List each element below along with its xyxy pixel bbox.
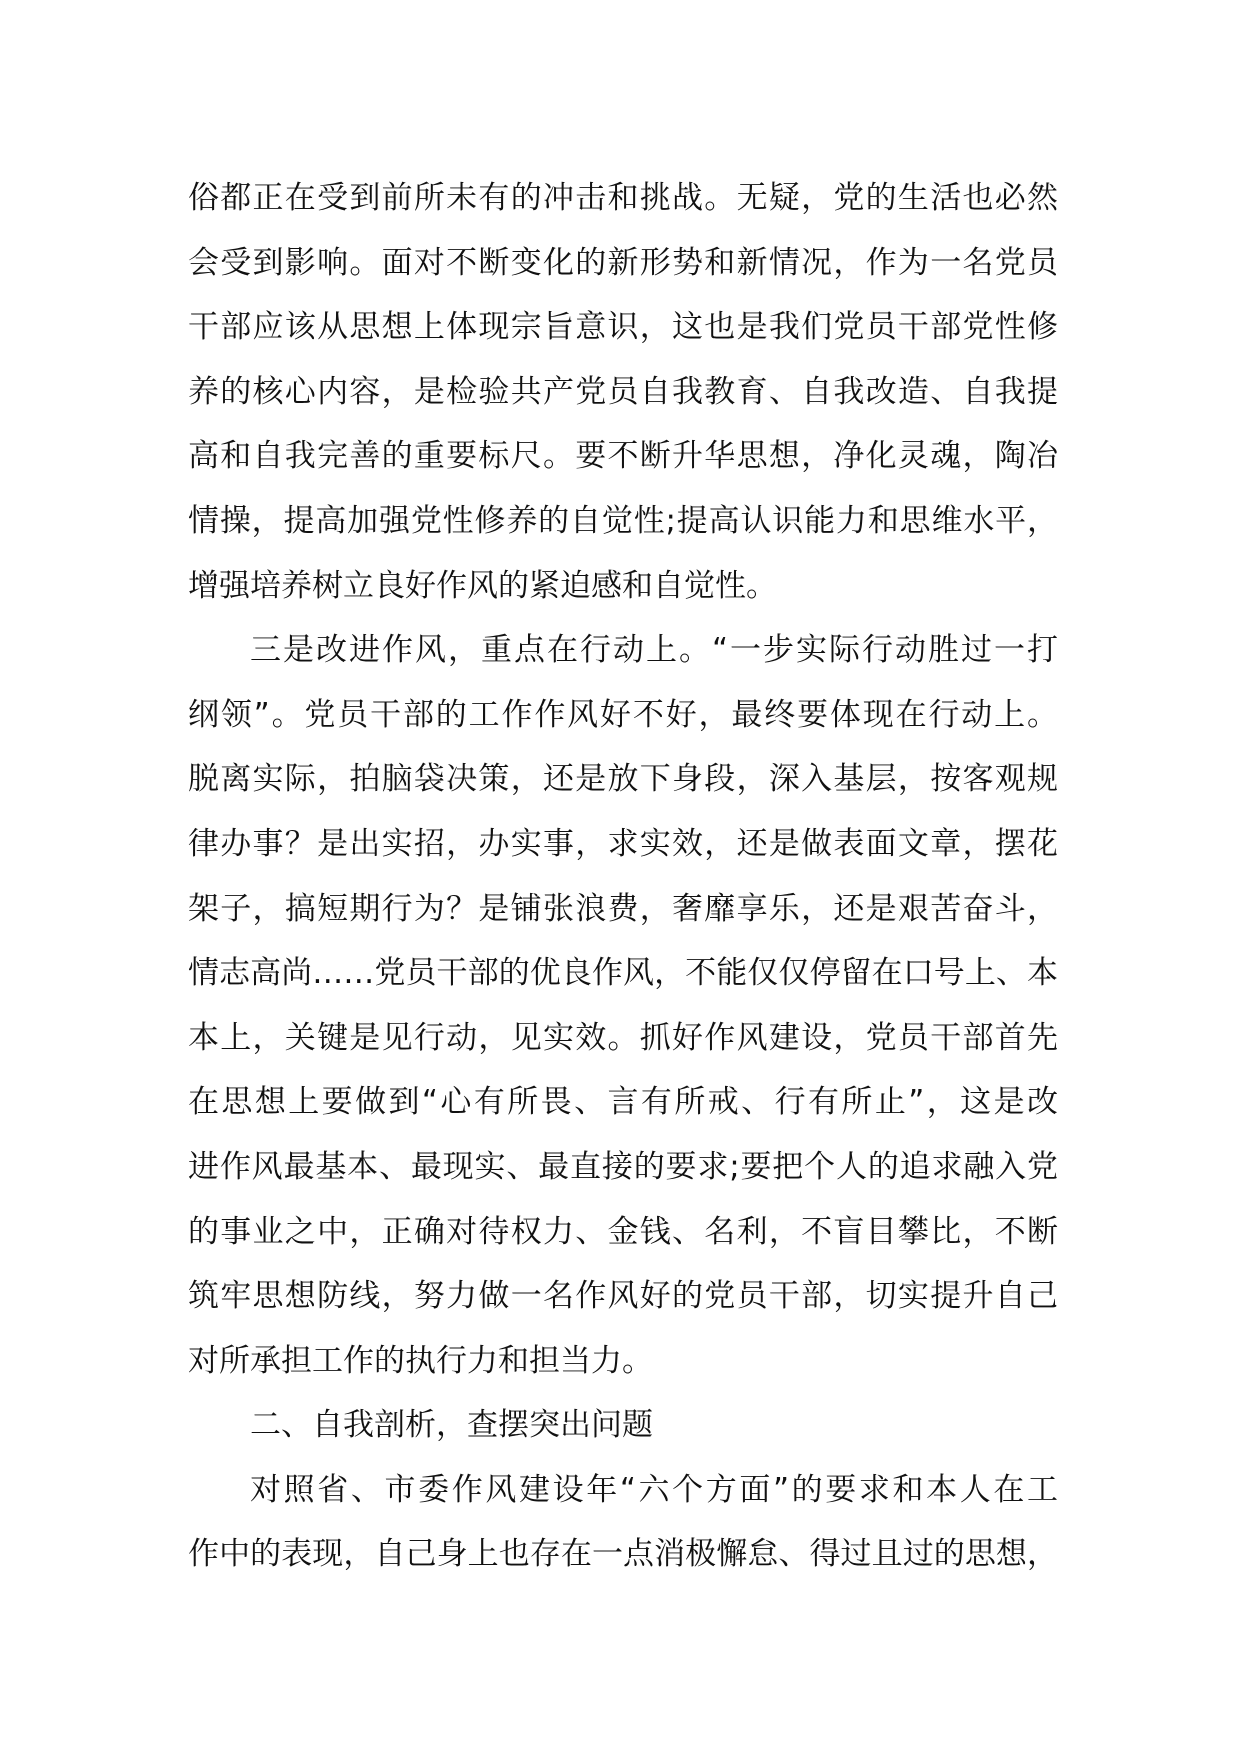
text-line: 增强培养树立良好作风的紧迫感和自觉性。 xyxy=(188,567,777,604)
text-line: 纲领”。党员干部的工作作风好不好，最终要体现在行动上。 xyxy=(188,696,1058,733)
text-line: 对所承担工作的执行力和担当力。 xyxy=(188,1342,653,1379)
text-line: 作中的表现，自己身上也存在一点消极懈怠、得过且过的思想， xyxy=(188,1536,1058,1573)
text-line: 进作风最基本、最现实、最直接的要求;要把个人的追求融入党 xyxy=(188,1148,1058,1185)
text-line: 筑牢思想防线，努力做一名作风好的党员干部，切实提升自己 xyxy=(188,1278,1058,1315)
text-line: 架子，搞短期行为？是铺张浪费，奢靡享乐，还是艰苦奋斗， xyxy=(188,890,1058,927)
text-line: 本上，关键是见行动，见实效。抓好作风建设，党员干部首先 xyxy=(188,1019,1058,1056)
text-line: 在思想上要做到“心有所畏、言有所戒、行有所止”，这是改 xyxy=(188,1084,1058,1121)
text-line: 情志高尚……党员干部的优良作风，不能仅仅停留在口号上、本 xyxy=(188,955,1058,992)
body-text xyxy=(188,166,1058,1587)
text-line: 高和自我完善的重要标尺。要不断升华思想，净化灵魂，陶冶 xyxy=(188,438,1058,475)
text-line: 情操，提高加强党性修养的自觉性;提高认识能力和思维水平， xyxy=(188,502,1058,539)
text-line: 对照省、市委作风建设年“六个方面”的要求和本人在工 xyxy=(250,1471,1058,1508)
text-line: 二、自我剖析，查摆突出问题 xyxy=(250,1407,653,1444)
text-line: 养的核心内容，是检验共产党员自我教育、自我改造、自我提 xyxy=(188,373,1058,410)
text-line: 脱离实际，拍脑袋决策，还是放下身段，深入基层，按客观规 xyxy=(188,761,1058,798)
text-line: 干部应该从思想上体现宗旨意识，这也是我们党员干部党性修 xyxy=(188,309,1058,346)
text-line: 三是改进作风，重点在行动上。“一步实际行动胜过一打 xyxy=(250,632,1058,669)
text-line: 律办事？是出实招，办实事，求实效，还是做表面文章，摆花 xyxy=(188,825,1058,862)
text-line: 的事业之中，正确对待权力、金钱、名利，不盲目攀比，不断 xyxy=(188,1213,1058,1250)
text-line: 会受到影响。面对不断变化的新形势和新情况，作为一名党员 xyxy=(188,244,1058,281)
text-line: 俗都正在受到前所未有的冲击和挑战。无疑，党的生活也必然 xyxy=(188,180,1058,216)
